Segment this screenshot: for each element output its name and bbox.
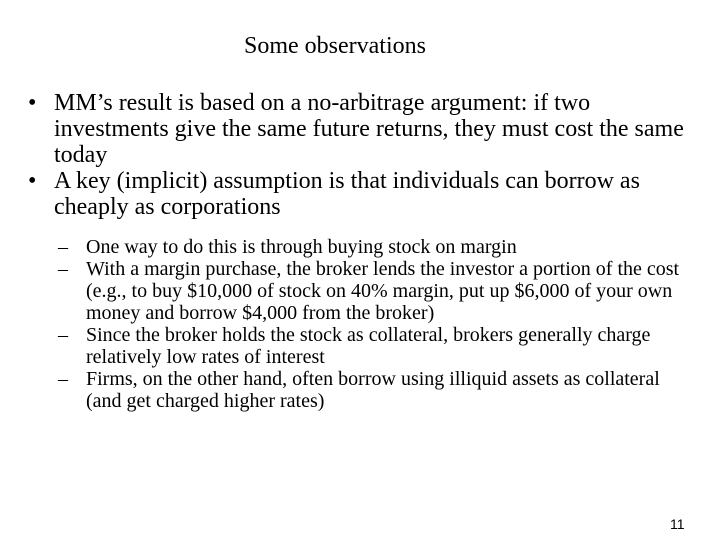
sub-bullet-text: Since the broker holds the stock as collateral, brokers generally charge relatively low rates of interest [86, 324, 651, 368]
dash-marker: – [58, 236, 68, 258]
bullet-item [0, 168, 700, 220]
sub-bullet-item [0, 236, 700, 258]
sub-bullet-text: Firms, on the other hand, often borrow using illiquid assets as collateral (and get charged higher rates) [86, 368, 660, 412]
dash-marker: – [58, 324, 68, 346]
bullet-text: A key (implicit) assumption is that individuals can borrow as cheaply as corporations [54, 168, 640, 220]
dash-marker: – [58, 368, 68, 390]
sub-bullet-text: One way to do this is through buying stock on margin [86, 236, 517, 258]
sub-bullet-item [0, 258, 700, 324]
sub-bullet-list [0, 236, 720, 412]
page-number: 11 [670, 516, 685, 532]
sub-bullet-item [0, 324, 700, 368]
dash-marker: – [58, 258, 68, 280]
sub-bullet-item [0, 368, 700, 412]
bullet-item [0, 90, 700, 168]
bullet-marker: • [28, 168, 37, 194]
sub-bullet-text: With a margin purchase, the broker lends the investor a portion of the cost (e.g., to buy $10,000 of stock on 40% margin, put up $6,000 of your own money and borrow $4,000 from the broker) [86, 258, 680, 324]
bullet-marker: • [28, 90, 37, 116]
bullet-text: MM’s result is based on a no-arbitrage argument: if two investments give the same future returns, they must cost the same today [54, 90, 684, 168]
slide-content [0, 90, 720, 412]
slide-title: Some observations [244, 33, 426, 59]
